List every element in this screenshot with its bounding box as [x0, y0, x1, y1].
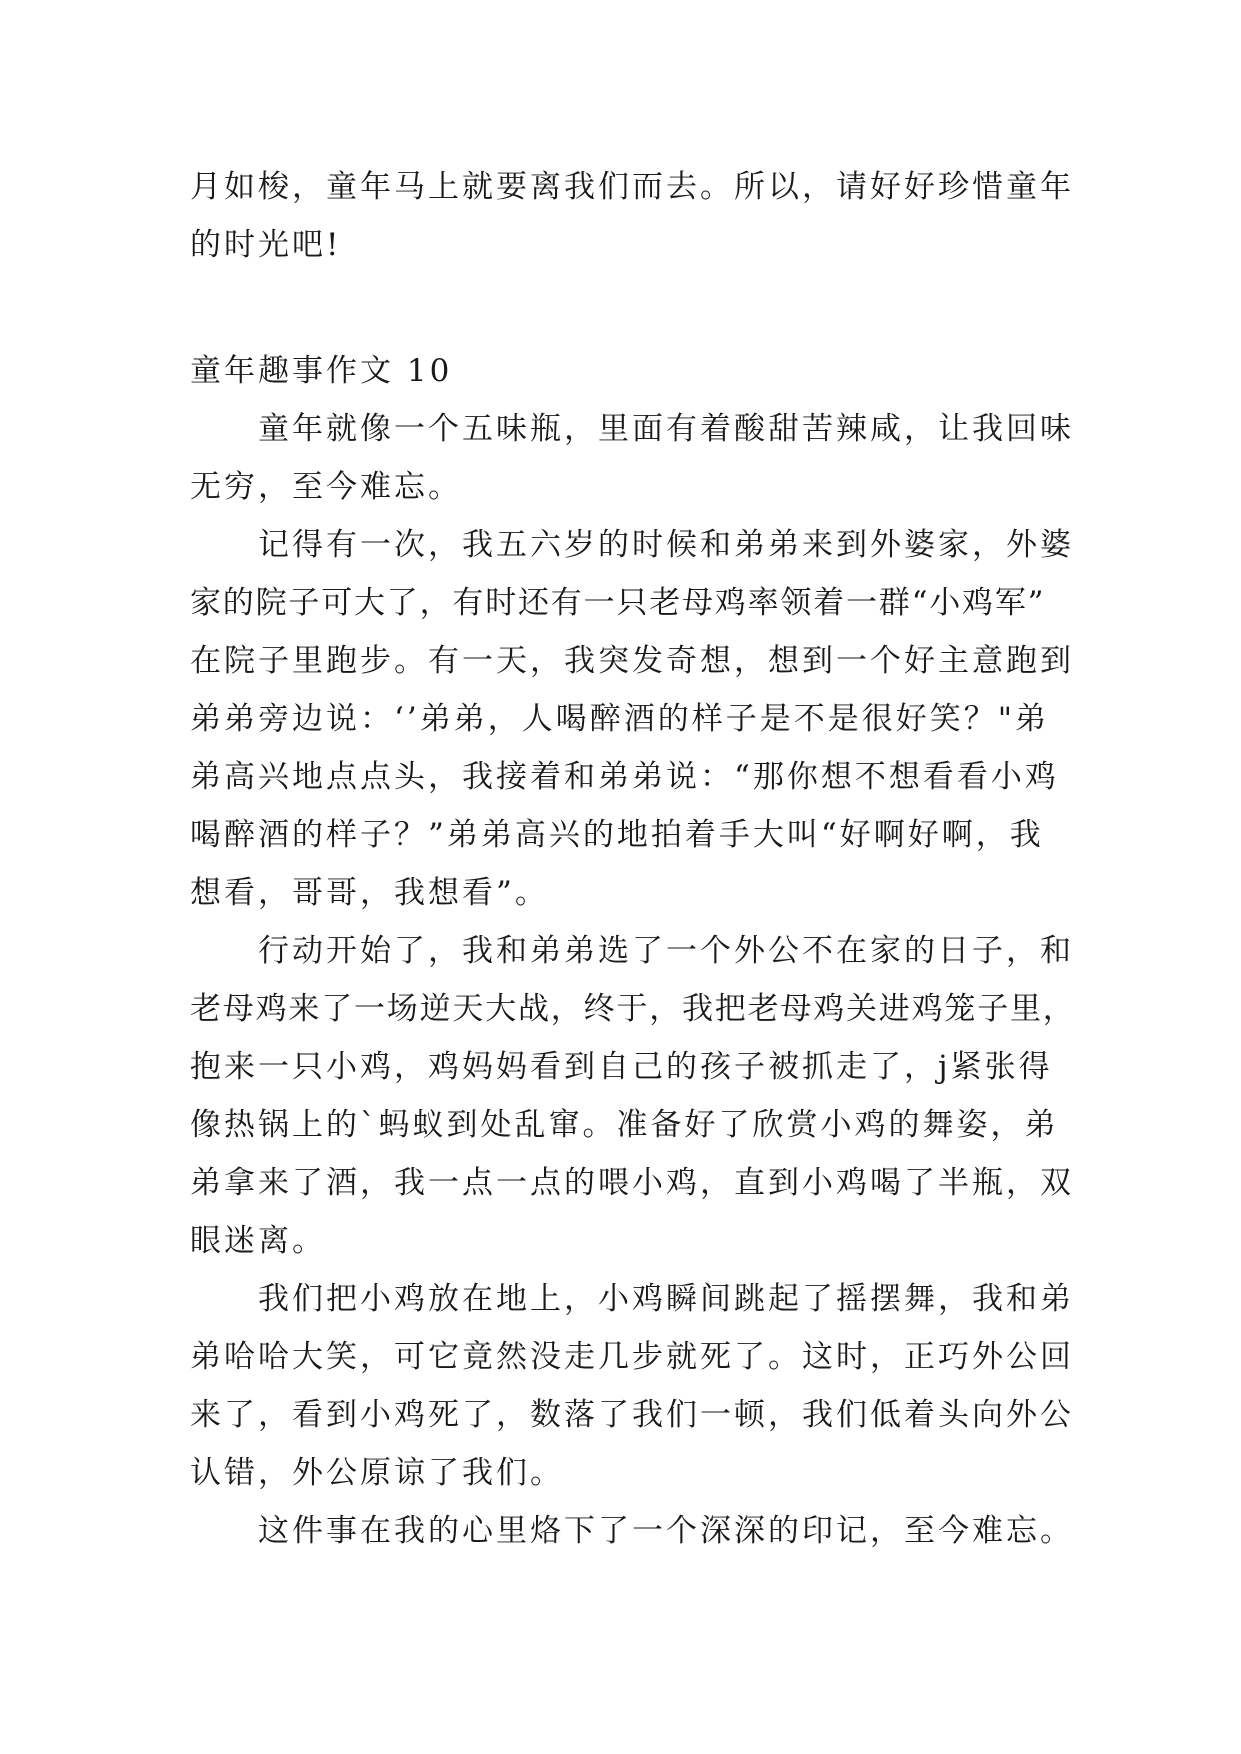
- text-line: 弟哈哈大笑，可它竟然没走几步就死了。这时，正巧外公回: [190, 1339, 1074, 1375]
- text-line: 想看，哥哥，我想看”。: [190, 875, 549, 911]
- text-line: 的时光吧!: [190, 227, 342, 263]
- paragraph-2: [190, 516, 1074, 922]
- essay-title-block: [190, 342, 1070, 400]
- text-line: 这件事在我的心里烙下了一个深深的印记，至今难忘。: [258, 1513, 1074, 1549]
- paragraph-4: [190, 1270, 1074, 1502]
- text-line: 眼迷离。: [190, 1223, 326, 1259]
- text-line: 喝醉酒的样子？”弟弟高兴的地拍着手大叫“好啊好啊，我: [190, 817, 1044, 853]
- text-line: 记得有一次，我五六岁的时候和弟弟来到外婆家，外婆: [258, 527, 1074, 563]
- paragraph-3: [190, 922, 1076, 1270]
- text-line: 在院子里跑步。有一天，我突发奇想，想到一个好主意跑到: [190, 643, 1074, 679]
- text-line: 无穷，至今难忘。: [190, 469, 462, 505]
- text-line: 认错，外公原谅了我们。: [190, 1455, 564, 1491]
- text-line: 像热锅上的`蚂蚁到处乱窜。准备好了欣赏小鸡的舞姿，弟: [190, 1107, 1059, 1143]
- paragraph-5: [190, 1502, 1074, 1560]
- paragraph-1: [190, 400, 1074, 516]
- text-line: 抱来一只小鸡，鸡妈妈看到自己的孩子被抓走了，j紧张得: [190, 1049, 1053, 1085]
- text-line: 老母鸡来了一场逆天大战，终于，我把老母鸡关进鸡笼子里，: [190, 991, 1076, 1027]
- text-line: 来了，看到小鸡死了，数落了我们一顿，我们低着头向外公: [190, 1397, 1074, 1433]
- text-line: 我们把小鸡放在地上，小鸡瞬间跳起了摇摆舞，我和弟: [258, 1281, 1074, 1317]
- text-line: 弟拿来了酒，我一点一点的喂小鸡，直到小鸡喝了半瓶，双: [190, 1165, 1074, 1201]
- text-line: 弟弟旁边说：‘’弟弟，人喝醉酒的样子是不是很好笑？"弟: [190, 701, 1049, 737]
- text-line: 童年就像一个五味瓶，里面有着酸甜苦辣咸，让我回味: [258, 411, 1074, 447]
- text-line: 月如梭，童年马上就要离我们而去。所以，请好好珍惜童年: [190, 169, 1074, 205]
- text-line: 弟高兴地点点头，我接着和弟弟说：“那你想不想看看小鸡: [190, 759, 1059, 795]
- text-line: 行动开始了，我和弟弟选了一个外公不在家的日子，和: [258, 933, 1074, 969]
- text-line: 家的院子可大了，有时还有一只老母鸡率领着一群“小鸡军”: [190, 585, 1046, 621]
- essay-title: 童年趣事作文 10: [190, 353, 453, 389]
- previous-essay-ending: [190, 158, 1074, 274]
